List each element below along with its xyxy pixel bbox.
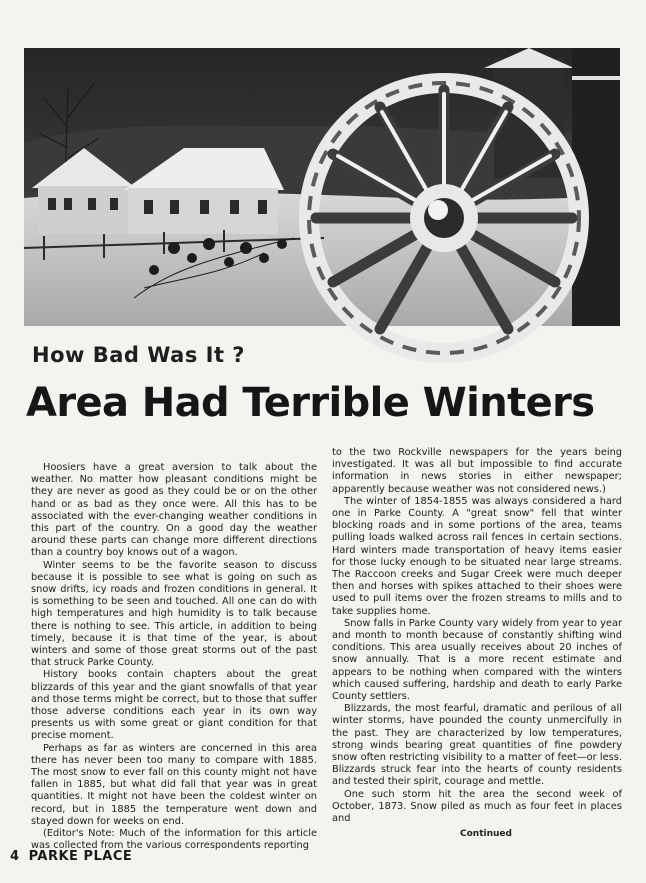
article-paragraph: Blizzards, the most fearful, dramatic and perilous of all winter storms, have pounded the county unmercifully in the past. They are characterized by low temperatures, strong winds bearing great quantities of fine powdery snow often restricting visibility to a matter of feet—or less. Blizzards struck fear into the hearts of county residents and tested their spirit, courage and mettle.	[332, 703, 622, 788]
winter-farm-photo	[24, 48, 620, 326]
article-paragraph: (Editor's Note: Much of the information for this article was collected from the various correspondents reporting	[31, 828, 317, 852]
continued-label: Continued	[460, 829, 512, 839]
article-paragraph: Hoosiers have a great aversion to talk about the weather. No matter how pleasant conditions might be they are never as good as they could be or on the other hand or as bad as they once were. All this has to be associated with the ever-changing weather conditions in this part of the country. On a good day the weather around these parts can change more different directions than a country boy knows out of a wagon.	[31, 462, 317, 559]
article-paragraph: to the two Rockville newspapers for the years being investigated. It was all but impossible to find accurate information in news stories in either newspaper; apparently because weather was not considered news.)	[332, 447, 622, 495]
article-column-left	[31, 462, 317, 852]
article-paragraph: Snow falls in Parke County vary widely from year to year and month to month because of constantly shifting wind conditions. This area usually receives about 20 inches of snow annually. That is a more recent estimate and appears to be nothing when compared with the winters which caused suffering, hardship and death to early Parke County settlers.	[332, 617, 622, 703]
article-paragraph: Perhaps as far as winters are concerned in this area there has never been too many to compare with 1885. The most snow to ever fall on this county might not have fallen in 1885, but what did fall that year was in great quantities. It might not have been the coldest winter on record, but in 1885 the temperature went down and stayed down for weeks on end.	[31, 742, 317, 827]
article-headline: Area Had Terrible Winters	[26, 380, 595, 426]
page-number: 4	[10, 849, 20, 864]
article-column-right	[332, 447, 622, 825]
article-paragraph: The winter of 1854-1855 was always considered a hard one in Parke County. A "great snow" fell that winter blocking roads and in some portions of the area, teams pulling loads walked across rail fences in certain sections. Hard winters made transportation of heavy items easier for those lucky enough to be situated near large streams. The Raccoon creeks and Sugar Creek were much deeper then and horses with spikes attached to their shoes were used to pull items over the frozen streams to mills and to take supplies home.	[332, 495, 622, 617]
article-paragraph: Winter seems to be the favorite season to discuss because it is possible to see what is going on such as snow drifts, icy roads and frozen conditions in general. It is something to be seen and touched. All one can do with high temperatures and high humidity is to talk because there is nothing to see. This article, in addition to being timely, because it is that time of the year, is about winters and some of those great storms out of the past that struck Parke County.	[31, 559, 317, 669]
article-paragraph: History books contain chapters about the great blizzards of this year and the giant snowfalls of that year and those terms might be correct, but to those that suffer those adverse conditions each year in its own way presents us with some great or giant condition for that precise moment.	[31, 669, 317, 742]
page-footer	[10, 849, 132, 864]
article-kicker: How Bad Was It ?	[32, 343, 245, 367]
publication-name: PARKE PLACE	[28, 849, 133, 864]
article-paragraph: One such storm hit the area the second week of October, 1873. Snow piled as much as four feet in places and	[332, 788, 622, 825]
